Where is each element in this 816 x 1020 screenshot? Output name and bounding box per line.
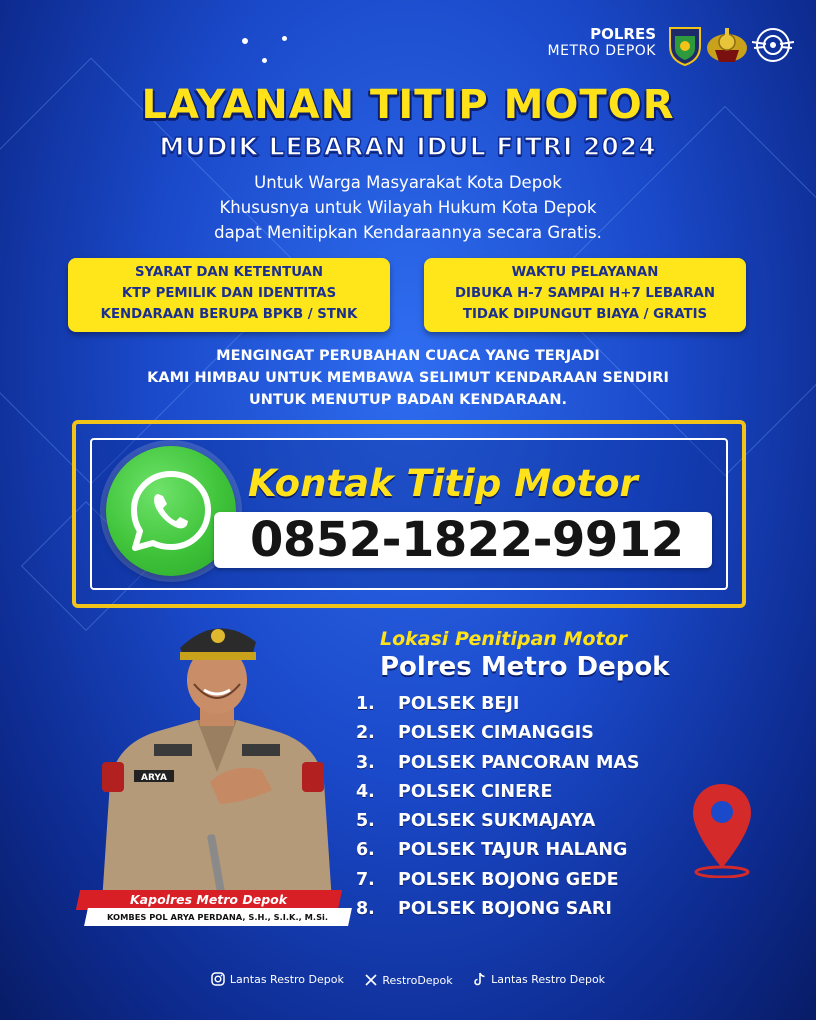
org-name	[548, 26, 656, 60]
item-number: 8.	[356, 899, 375, 920]
item-name: POLSEK BOJONG SARI	[398, 899, 612, 920]
tiktok-link[interactable]	[474, 972, 605, 986]
service-time-line: DIBUKA H-7 SAMPAI H+7 LEBARAN	[455, 286, 715, 301]
intro-text	[0, 170, 816, 245]
list-item	[356, 778, 640, 807]
contact-label: Kontak Titip Motor	[248, 462, 638, 505]
item-number: 1.	[356, 694, 375, 714]
officer-title-banner	[76, 890, 342, 910]
instagram-link[interactable]	[211, 972, 344, 986]
requirements-line: SYARAT DAN KETENTUAN	[134, 265, 324, 280]
requirements-box	[68, 258, 390, 332]
tiktok-icon	[474, 972, 486, 986]
intro-line: Untuk Warga Masyarakat Kota Depok	[254, 173, 562, 192]
item-number: 4.	[356, 781, 375, 802]
sub-title: MUDIK LEBARAN IDUL FITRI 2024	[159, 132, 657, 161]
x-link[interactable]	[365, 974, 452, 987]
item-number: 2.	[356, 723, 375, 744]
locations-heading: Lokasi Penitipan Motor	[380, 628, 628, 650]
service-time-line: WAKTU PELAYANAN	[511, 265, 659, 280]
list-item	[356, 836, 640, 865]
item-name: POLSEK PANCORAN MAS	[398, 752, 640, 773]
list-item	[356, 866, 640, 895]
service-time-line: TIDAK DIPUNGUT BIAYA / GRATIS	[462, 307, 708, 322]
item-name: POLSEK CIMANGGIS	[398, 723, 594, 744]
decorative-dot	[282, 36, 287, 41]
item-number: 7.	[356, 869, 375, 890]
requirements-line: KENDARAAN BERUPA BPKB / STNK	[100, 307, 358, 322]
list-item	[356, 719, 640, 748]
notice-line: UNTUK MENUTUP BADAN KENDARAAN.	[249, 392, 567, 408]
notice-line: KAMI HIMBAU UNTUK MEMBAWA SELIMUT KENDARAAN SENDIRI	[147, 370, 669, 386]
item-name: POLSEK BEJI	[398, 694, 520, 714]
list-item	[356, 749, 640, 778]
polri-logo	[705, 24, 749, 66]
intro-line: dapat Menitipkan Kendaraannya secara Gratis.	[214, 223, 602, 242]
officer-title: Kapolres Metro Depok	[130, 892, 288, 907]
item-number: 6.	[356, 840, 375, 861]
tiktok-handle: Lantas Restro Depok	[491, 972, 606, 986]
title-block	[0, 82, 816, 161]
notice-line: MENGINGAT PERUBAHAN CUACA YANG TERJADI	[216, 348, 600, 364]
item-number: 5.	[356, 811, 375, 832]
instagram-icon	[211, 972, 225, 986]
list-item	[356, 895, 640, 924]
locations-list	[356, 690, 640, 924]
officer-photo	[92, 612, 342, 902]
x-icon	[365, 974, 377, 986]
officer-name: KOMBES POL ARYA PERDANA, S.H., S.I.K., M.Si.	[107, 912, 329, 922]
x-handle: RestroDepok	[382, 973, 453, 987]
weather-notice	[0, 345, 816, 411]
service-time-box	[424, 258, 746, 332]
item-name: POLSEK SUKMAJAYA	[398, 811, 596, 832]
item-name: POLSEK TAJUR HALANG	[398, 840, 628, 861]
lantas-logo	[752, 24, 794, 66]
phone-number[interactable]: 0852-1822-9912	[250, 512, 684, 568]
polda-logo	[668, 24, 708, 66]
org-name-line2: METRO DEPOK	[547, 43, 656, 59]
item-number: 3.	[356, 752, 375, 773]
list-item	[356, 690, 640, 719]
intro-line: Khususnya untuk Wilayah Hukum Kota Depok	[219, 198, 597, 217]
decorative-dot	[242, 38, 248, 44]
item-name: POLSEK CINERE	[398, 781, 553, 802]
list-item	[356, 807, 640, 836]
footer	[0, 972, 816, 989]
requirements-line: KTP PEMILIK DAN IDENTITAS	[121, 286, 337, 301]
instagram-handle: Lantas Restro Depok	[229, 972, 344, 986]
item-name: POLSEK BOJONG GEDE	[398, 869, 619, 890]
locations-subheading: Polres Metro Depok	[380, 652, 670, 682]
main-title: LAYANAN TITIP MOTOR	[141, 82, 675, 128]
decorative-dot	[262, 58, 267, 63]
officer-nametag: ARYA	[140, 773, 168, 783]
map-pin-icon	[690, 782, 754, 878]
officer-name-banner	[84, 908, 352, 926]
org-name-line1: POLRES	[590, 25, 656, 43]
